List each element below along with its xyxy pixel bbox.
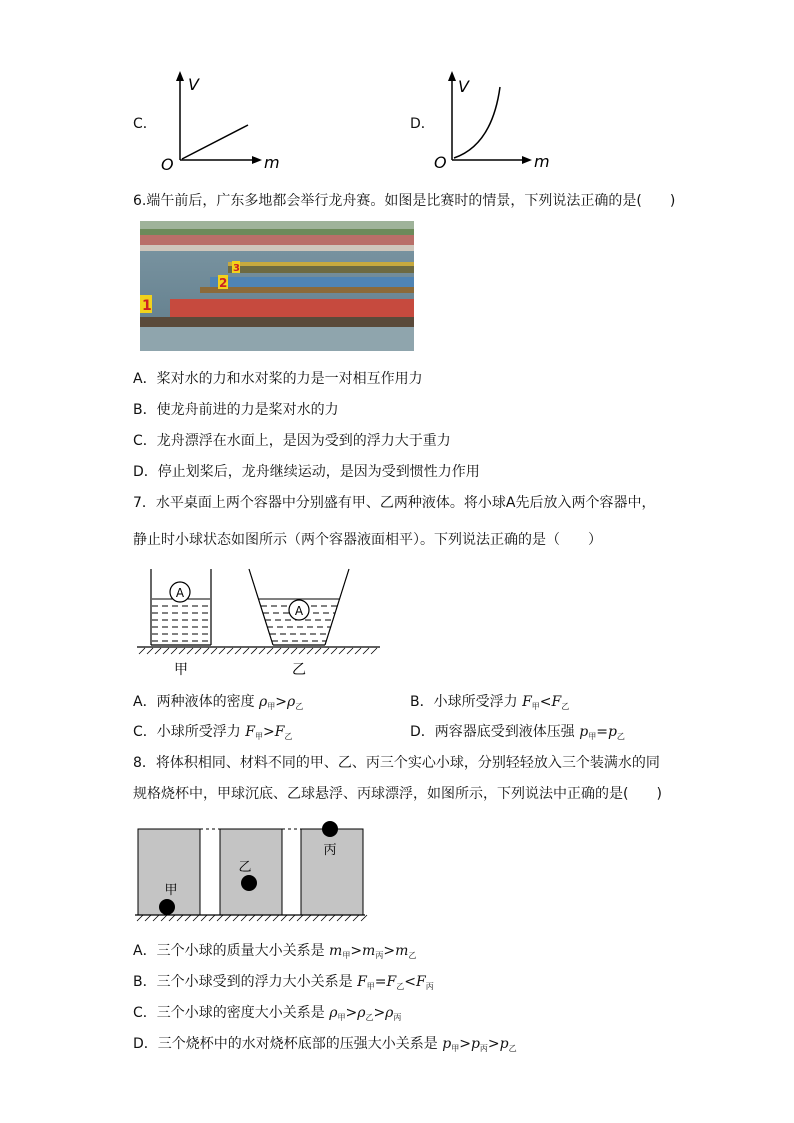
q8-ball-jia [159,899,175,915]
q7-option-c: C．小球所受浮力 $F_甲>F_乙$ [133,724,293,741]
photo-number-2: 2 [219,276,228,290]
graph-d [430,65,560,175]
q8-stem-line2: 规格烧杯中，甲球沉底、乙球悬浮、丙球漂浮，如图所示，下列说法中正确的是( ) [133,786,662,802]
q7-ball-jia-label: A [175,586,185,600]
q7-label-jia: 甲 [174,662,188,678]
photo-number-1: 1 [142,298,152,314]
q8-ball-yi [241,875,257,891]
q8-label-jia: 甲 [164,883,178,898]
q6-option-a: A．桨对水的力和水对桨的力是一对相互作用力 [133,371,423,387]
option-d-label: D． [410,116,435,132]
q7-option-b: B．小球所受浮力 $F_甲<F_乙$ [410,694,570,711]
dragon-boat-photo [140,221,414,351]
q8-beakers-figure [135,818,370,926]
graph-c-line [182,125,248,159]
graph-d-y-label: V [458,77,469,96]
graph-d-origin: O [434,153,447,172]
q7-label-yi: 乙 [292,662,306,678]
graph-d-curve [454,87,500,158]
q8-label-yi: 乙 [238,860,252,875]
q6-stem: 6.端午前后，广东多地都会举行龙舟赛。如图是比赛时的情景，下列说法正确的是( ) [133,193,676,209]
q7-option-a: A．两种液体的密度 $\rho_甲>\rho_乙$ [133,694,304,711]
photo-number-3: 3 [233,263,240,274]
q7-option-d: D．两容器底受到液体压强 $p_甲=p_乙$ [410,724,625,741]
q8-label-bing: 丙 [323,843,337,858]
graph-d-x-label: m [534,152,550,171]
graph-c-x-label: m [264,153,280,172]
graph-c [150,65,280,175]
q8-stem-line1: 8．将体积相同、材料不同的甲、乙、丙三个实心小球，分别轻轻放入三个装满水的同 [133,755,660,771]
q7-containers-figure [135,565,385,680]
q8-option-d: D．三个烧杯中的水对烧杯底部的压强大小关系是 $p_甲>p_丙>p_乙$ [133,1036,517,1053]
q7-ball-yi-label: A [294,604,304,618]
option-c-label: C． [133,116,157,132]
q8-option-b: B．三个小球受到的浮力大小关系是 $F_甲=F_乙<F_丙$ [133,974,434,991]
q7-stem-line1: 7．水平桌面上两个容器中分别盛有甲、乙两种液体。将小球A先后放入两个容器中， [133,495,656,511]
q6-option-b: B．使龙舟前进的力是桨对水的力 [133,402,339,418]
graph-c-origin: O [161,155,174,174]
q8-option-c: C．三个小球的密度大小关系是 $\rho_甲>\rho_乙>\rho_丙$ [133,1005,402,1022]
q8-ball-bing [322,821,338,837]
q7-stem-line2: 静止时小球状态如图所示（两个容器液面相平）。下列说法正确的是（ ） [133,532,602,548]
q6-option-c: C．龙舟漂浮在水面上，是因为受到的浮力大于重力 [133,433,451,449]
graph-c-y-label: V [188,75,199,94]
q6-option-d: D．停止划桨后，龙舟继续运动，是因为受到惯性力作用 [133,464,480,480]
q8-option-a: A．三个小球的质量大小关系是 $m_甲>m_丙>m_乙$ [133,943,417,960]
